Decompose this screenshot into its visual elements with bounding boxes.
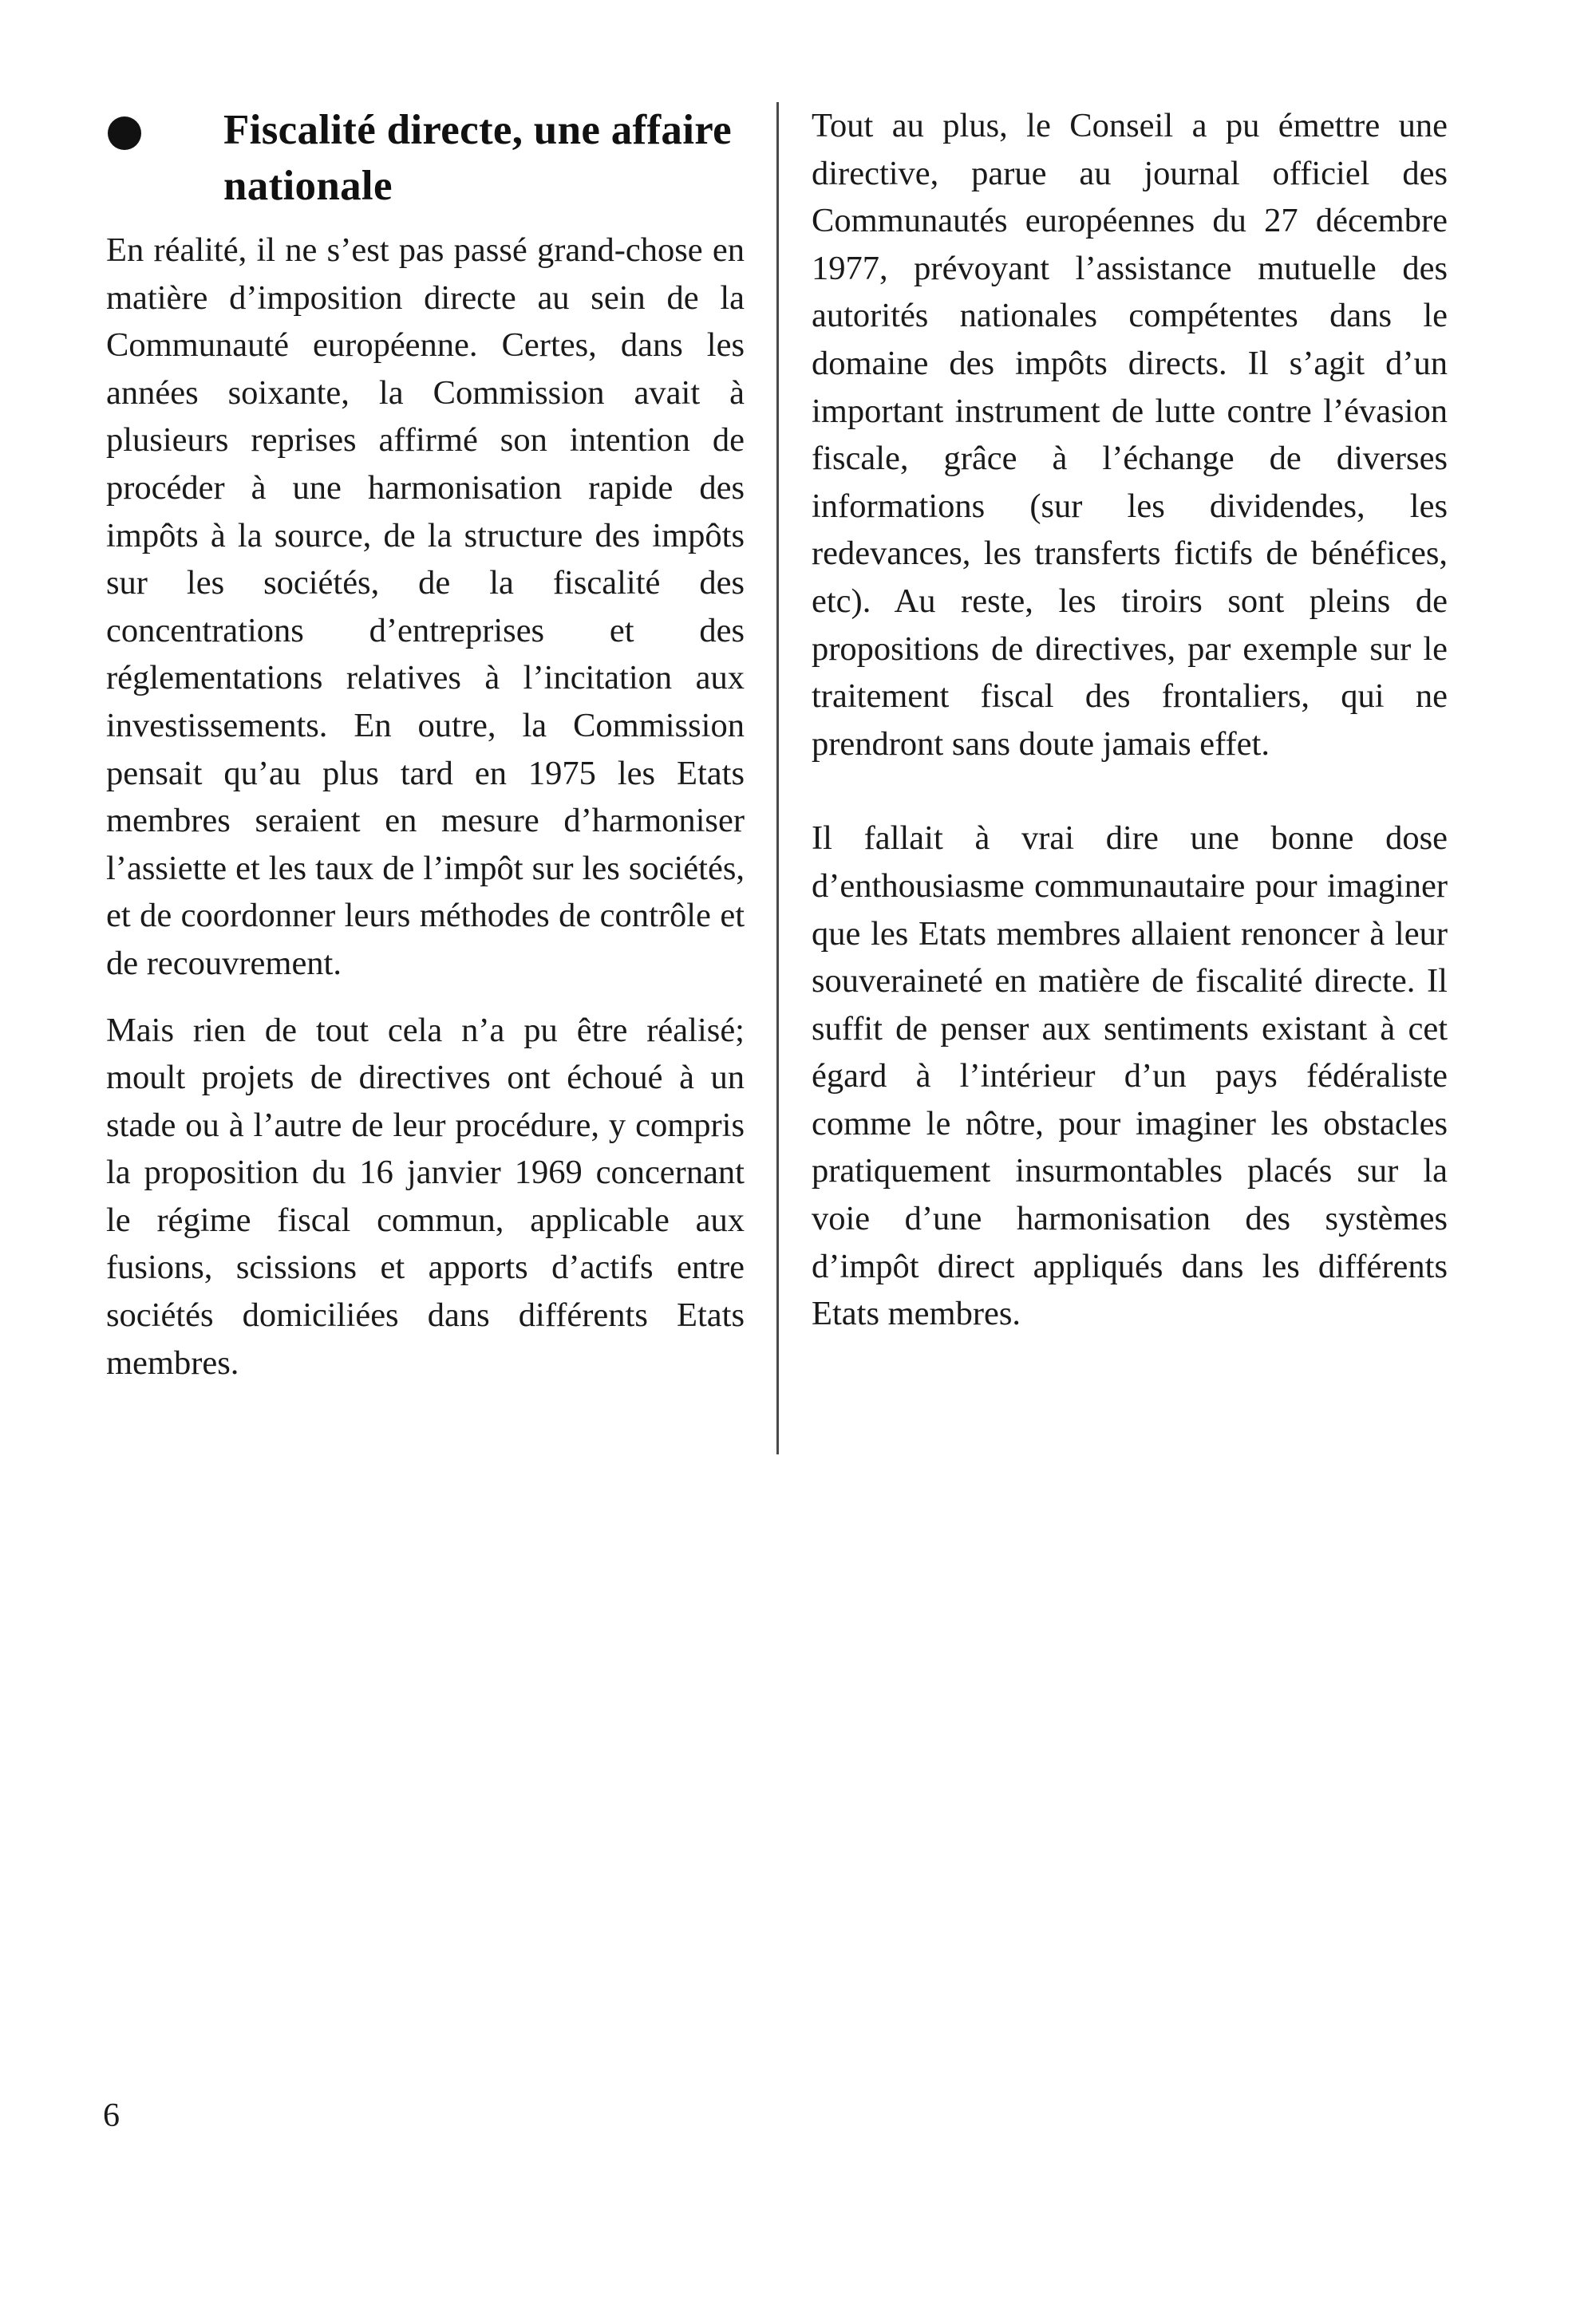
right-paragraph-1: Tout au plus, le Conseil a pu émettre une directive, parue au journal officiel des Communautés européennes du 27 décembre 1977, prévoyant l’assistance mutuelle des autorités nationales compétentes dans le domaine des impôts directs. Il s’agit d’un important instrument de lutte contre l’évasion fiscale, grâce à l’échange de diverses informations (sur les dividendes, les redevances, les transferts fictifs de bénéfices, etc). Au reste, les tiroirs sont pleins de propositions de directives, par exemple sur le traitement fiscal des frontaliers, qui ne prendront sans doute jamais effet. bbox=[812, 107, 1448, 763]
left-column bbox=[106, 102, 745, 1387]
bullet-icon bbox=[108, 116, 141, 150]
column-divider bbox=[776, 102, 779, 1454]
left-paragraph-2: Mais rien de tout cela n’a pu être réalisé; moult projets de directives ont échoué à un stade ou à l’autre de leur procédure, y compris la proposition du 16 janvier 1969 concernant le régime fiscal commun, applicable aux fusions, scissions et apports d’actifs entre sociétés domiciliées dans différents Etats membres. bbox=[106, 1011, 745, 1382]
page-number: 6 bbox=[103, 2097, 120, 2134]
section-heading bbox=[106, 102, 745, 214]
right-paragraph-2: Il fallait à vrai dire une bonne dose d’enthousiasme communautaire pour imaginer que les Etats membres allaient renoncer à leur souveraineté en matière de fiscalité directe. Il suffit de penser aux sentiments existant à cet égard à l’intérieur d’un pays fédéraliste comme le nôtre, pour imaginer les obstacles pratiquement insurmontables placés sur la voie d’une harmonisation des systèmes d’impôt direct appliqués dans les différents Etats membres. bbox=[812, 819, 1448, 1333]
right-column bbox=[812, 102, 1448, 1338]
section-title: Fiscalité directe, une affaire nationale bbox=[223, 107, 732, 209]
left-paragraph-1: En réalité, il ne s’est pas passé grand-chose en matière d’imposition directe au sein de la Communauté européenne. Certes, dans les années soixante, la Commission avait à plusieurs reprises affirmé son intention de procéder à une harmonisation rapide des impôts à la source, de la structure des impôts sur les sociétés, de la fiscalité des concentrations d’entreprises et des réglementations relatives à l’incitation aux investissements. En outre, la Commission pensait qu’au plus tard en 1975 les Etats membres seraient en mesure d’harmoniser l’assiette et les taux de l’impôt sur les sociétés, et de coordonner leurs méthodes de contrôle et de recouvrement. bbox=[106, 231, 745, 982]
